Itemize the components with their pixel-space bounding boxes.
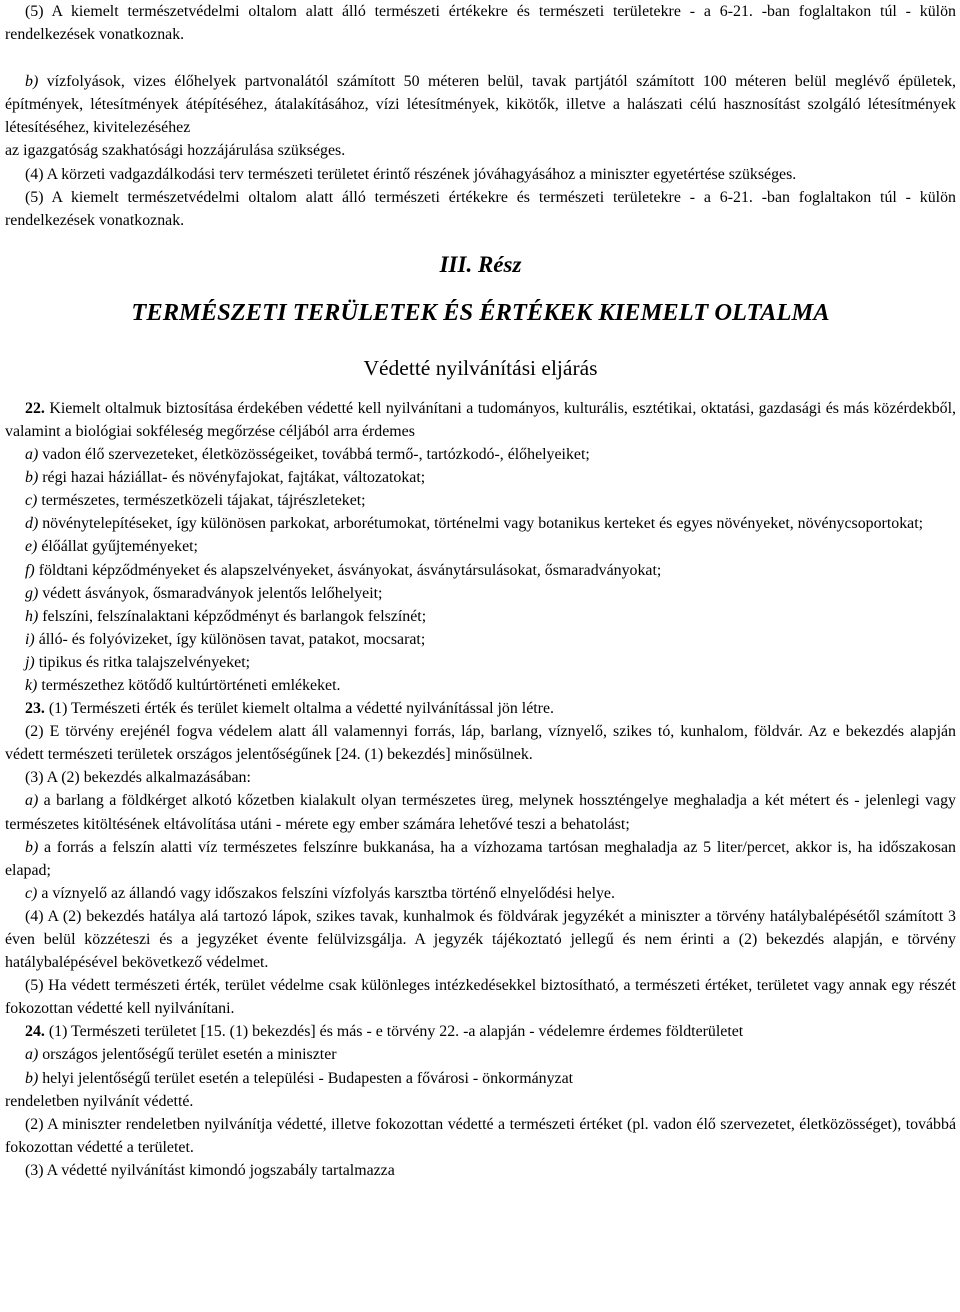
- section-number: 23.: [25, 700, 45, 718]
- item-label: b): [25, 469, 39, 487]
- section-24: [5, 1020, 956, 1043]
- section-subtitle: Védetté nyilvánítási eljárás: [363, 355, 598, 380]
- item-label: i): [25, 630, 35, 648]
- item-label: b): [25, 73, 39, 91]
- section-24-paragraph-3: (3) A védetté nyilvánítást kimondó jogszabály tartalmazza: [25, 1161, 395, 1179]
- section-24-tail: rendeletben nyilvánít védetté.: [5, 1092, 194, 1110]
- item-label: a): [25, 792, 39, 810]
- section-23-paragraph-4: (4) A (2) bekezdés hatálya alá tartozó lápok, szikes tavak, kunhalmok és földvárak jegyzékét a miniszter a törvény hatálybalépésétől számított 3 éven belül közzéteszi és a jegyzéket évente felülvizsgálja. A jegyzék tájékoztató jellegű és nem érinti a (2) bekezdés alapján, e törvény hatálybalépésével bekövetkező védelmet.: [5, 907, 956, 972]
- item-label: f): [25, 561, 35, 579]
- section-23-item-a: [5, 789, 956, 835]
- list-item: [5, 489, 956, 512]
- item-label: d): [25, 515, 39, 533]
- item-label: g): [25, 584, 39, 602]
- item-label: h): [25, 607, 39, 625]
- section-number: 24.: [25, 1023, 45, 1041]
- item-text: álló- és folyóvizeket, így különösen tavat, patakot, mocsarat;: [34, 630, 426, 648]
- section-23-paragraph-5: (5) Ha védett természeti érték, terület védelme csak különleges intézkedésekkel biztosítható, a természeti értéket, területet vagy annak egy részét fokozottan védetté kell nyilvánítani.: [5, 977, 956, 1018]
- part-title: III. Rész: [439, 251, 522, 277]
- section-text: (1) Természeti területet [15. (1) bekezdés] és más - e törvény 22. -a alapján - védelemre érdemes földterületet: [44, 1023, 744, 1041]
- list-item: [5, 466, 956, 489]
- list-item: [5, 443, 956, 466]
- item-label: k): [25, 676, 38, 694]
- item-text: vízfolyások, vizes élőhelyek partvonalától számított 50 méteren belül, tavak partjától számított 100 méteren belül meglévő épületek, építmények, létesítmények átépítéséhez, átalakításához, vízi létesítmények, kikötők, illetve a halászati célú hasznosítást szolgáló létesítmények létesítéséhez, kivitelezéséhez: [5, 73, 956, 137]
- section-23-paragraph-3: (3) A (2) bekezdés alkalmazásában:: [25, 769, 251, 787]
- item-label: a): [25, 1046, 39, 1064]
- paragraph-5-prev: (5) A kiemelt természetvédelmi oltalom alatt álló természeti értékekre és természeti területekre - a 6-21. -ban foglaltakon túl - külön rendelkezések vonatkoznak.: [5, 3, 956, 44]
- section-number: 22.: [25, 399, 45, 417]
- list-item: [5, 605, 956, 628]
- list-item: [5, 628, 956, 651]
- item-text: felszíni, felszínalaktani képződményt és barlangok felszínét;: [38, 607, 427, 625]
- item-text: természetes, természetközeli tájakat, tájrészleteket;: [37, 492, 366, 510]
- paragraph-4: (4) A körzeti vadgazdálkodási terv természeti területet érintő részének jóváhagyásához a miniszter egyetértése szükséges.: [25, 165, 797, 183]
- section-text: Kiemelt oltalmuk biztosítása érdekében védetté kell nyilvánítani a tudományos, kulturális, esztétikai, oktatási, gazdasági és más közérdekből, valamint a biológiai sokféleség megőrzése céljából arra érdemes: [5, 399, 956, 440]
- item-label: j): [25, 653, 35, 671]
- section-23-item-b: [5, 836, 956, 882]
- list-item: [5, 674, 956, 697]
- section-text: (1) Természeti érték és terület kiemelt oltalma a védetté nyilvánítással jön létre.: [44, 700, 554, 718]
- item-text: országos jelentőségű terület esetén a miniszter: [38, 1046, 337, 1064]
- item-label: c): [25, 492, 38, 510]
- item-text: védett ásványok, ősmaradványok jelentős lelőhelyeit;: [38, 584, 383, 602]
- list-item: [5, 559, 956, 582]
- item-text: tipikus és ritka talajszelvényeket;: [34, 653, 251, 671]
- paragraph-5: (5) A kiemelt természetvédelmi oltalom alatt álló természeti értékekre és természeti területekre - a 6-21. -ban foglaltakon túl - külön rendelkezések vonatkoznak.: [5, 188, 956, 229]
- section-24-paragraph-2: (2) A miniszter rendeletben nyilvánítja védetté, illetve fokozottan védetté a természeti értéket (pl. vadon élő szervezetet, életközösséget), továbbá fokozottan védetté a területet.: [5, 1115, 956, 1156]
- item-label: b): [25, 1069, 39, 1087]
- item-label: b): [25, 838, 39, 856]
- item-text: a barlang a földkérget alkotó kőzetben kialakult olyan természetes üreg, melynek hosszténgelye meghaladja a két métert és - jelenlegi vagy természetes kitöltésének eltávolítása utáni - mérete egy ember számára lehetővé teszi a behatolást;: [5, 792, 956, 833]
- section-23: [5, 697, 956, 720]
- paragraph-b-item: [5, 70, 956, 139]
- section-23-item-c: [5, 882, 956, 905]
- item-text: természethez kötődő kultúrtörténeti emlékeket.: [37, 676, 341, 694]
- section-24-item-b: [5, 1067, 956, 1090]
- item-text: földtani képződményeket és alapszelvényeket, ásványokat, ásványtársulásokat, ősmaradványokat;: [34, 561, 662, 579]
- section-23-paragraph-2: (2) E törvény erejénél fogva védelem alatt áll valamennyi forrás, láp, barlang, víznyelő, szikes tó, kunhalom, földvár. Az e bekezdés alapján védett természeti területek országos jelentőségűnek [24. (1) bekezdés] minősülnek.: [5, 723, 956, 764]
- list-item: [5, 512, 956, 535]
- list-item: [5, 582, 956, 605]
- main-title: TERMÉSZETI TERÜLETEK ÉS ÉRTÉKEK KIEMELT OLTALMA: [131, 298, 830, 326]
- item-text: vadon élő szervezeteket, életközösségeiket, továbbá termő-, tartózkodó-, élőhelyeiket;: [38, 446, 590, 464]
- section-22: [5, 397, 956, 443]
- list-item: [5, 651, 956, 674]
- list-item: [5, 535, 956, 558]
- section-22-list: [5, 443, 956, 697]
- item-label: c): [25, 884, 38, 902]
- paragraph-approval: az igazgatóság szakhatósági hozzájárulása szükséges.: [5, 142, 346, 160]
- item-label: a): [25, 446, 39, 464]
- section-24-item-a: [5, 1043, 956, 1066]
- item-text: a víznyelő az állandó vagy időszakos felszíni vízfolyás karsztba történő elnyelődési helye.: [37, 884, 615, 902]
- item-text: növénytelepítéseket, így különösen parkokat, arborétumokat, történelmi vagy botanikus kerteket és egyes növényeket, növénycsoportokat;: [38, 515, 924, 533]
- item-label: e): [25, 538, 38, 556]
- item-text: helyi jelentőségű terület esetén a települési - Budapesten a fővárosi - önkormányzat: [38, 1069, 574, 1087]
- item-text: a forrás a felszín alatti víz természetes felszínre bukkanása, ha a vízhozama tartósan meghaladja az 5 liter/percet, akkor is, ha időszakosan elapad;: [5, 838, 956, 879]
- item-text: régi hazai háziállat- és növényfajokat, fajtákat, változatokat;: [38, 469, 426, 487]
- item-text: élőállat gyűjteményeket;: [37, 538, 198, 556]
